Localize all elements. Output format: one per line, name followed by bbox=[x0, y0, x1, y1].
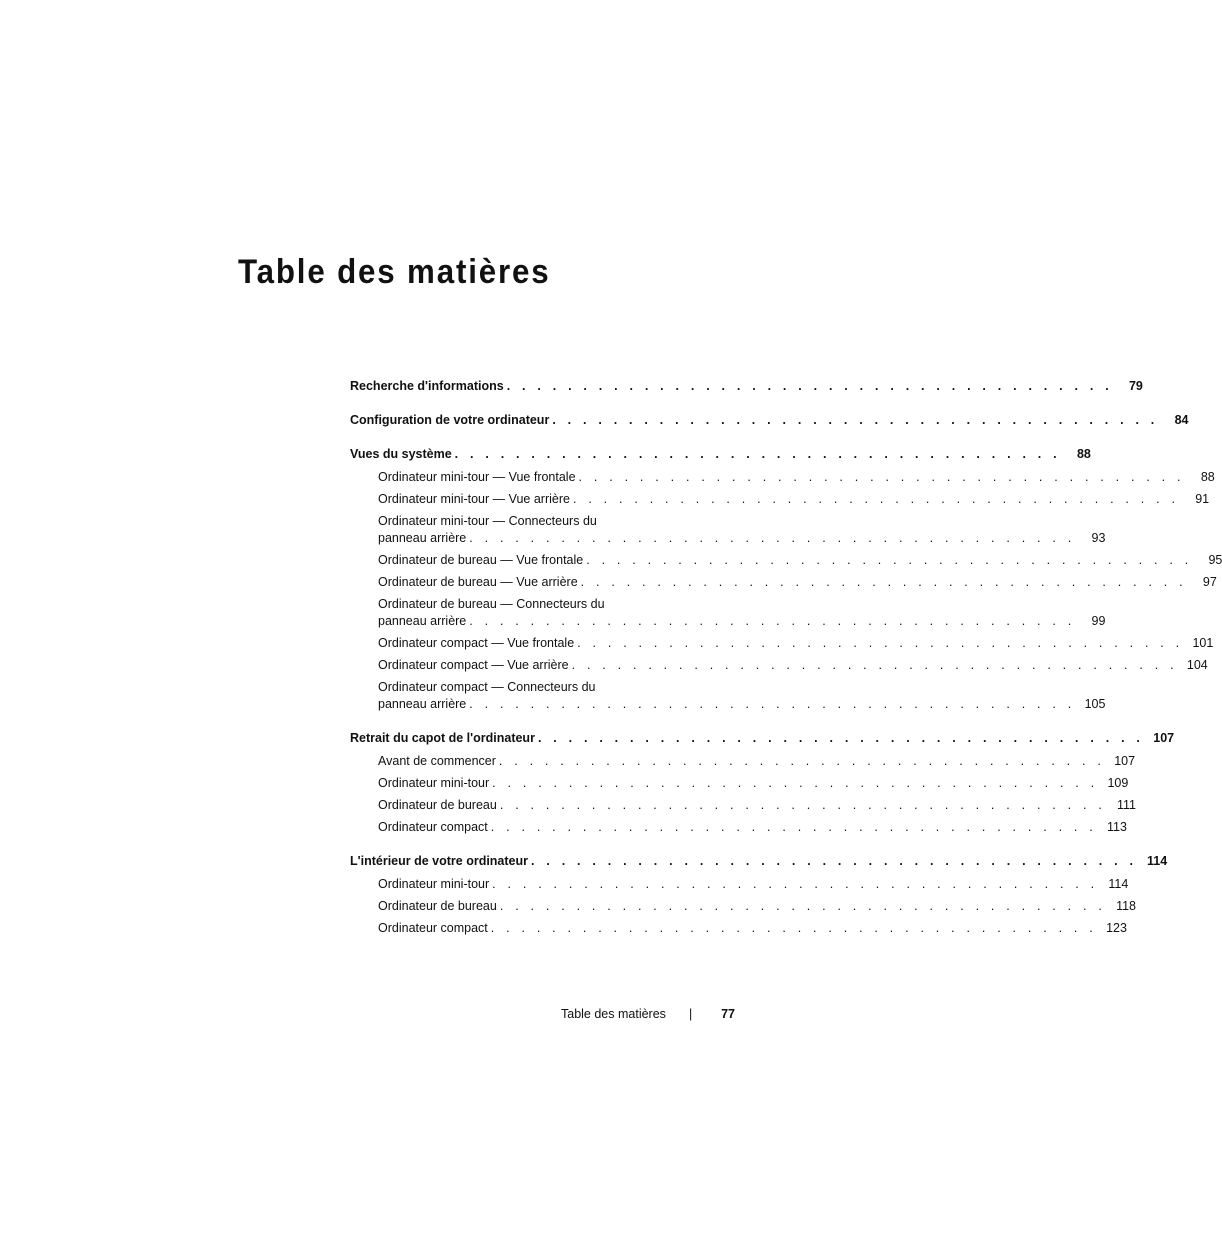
dot-leader: . . . . . . . . . . . . . . . . . . . . . . . . . . . . . . . . . . . . . . . . bbox=[552, 413, 1159, 427]
toc-page-number: 88 bbox=[1200, 470, 1215, 484]
dot-leader: . . . . . . . . . . . . . . . . . . . . . . . . . . . . . . . . . . . . . . . . bbox=[580, 575, 1187, 589]
dot-leader: . . . . . . . . . . . . . . . . . . . . . . . . . . . . . . . . . . . . . . . . bbox=[469, 697, 1076, 711]
dot-leader: . . . . . . . . . . . . . . . . . . . . . . . . . . . . . . . . . . . . . . . . bbox=[571, 658, 1178, 672]
footer-page-number: 77 bbox=[721, 1007, 735, 1021]
toc-entry-title: Ordinateur mini-tour — Connecteurs du bbox=[378, 514, 597, 528]
toc-section-entry[interactable] bbox=[350, 412, 1189, 429]
toc-subsection-entry[interactable] bbox=[350, 753, 1136, 770]
dot-leader: . . . . . . . . . . . . . . . . . . . . . . . . . . . . . . . . . . . . . . . . bbox=[577, 636, 1184, 650]
toc-page-number: 111 bbox=[1117, 798, 1137, 812]
toc-subsection-entry[interactable] bbox=[350, 679, 1106, 713]
toc-entry-title: Ordinateur de bureau bbox=[378, 899, 497, 913]
dot-leader: . . . . . . . . . . . . . . . . . . . . . . . . . . . . . . . . . . . . . . . . bbox=[498, 754, 1106, 768]
toc-entry-title: Ordinateur de bureau — Vue arrière bbox=[378, 575, 578, 589]
toc-subsection-entry[interactable] bbox=[350, 898, 1137, 915]
toc-entry-title: Ordinateur compact — Vue frontale bbox=[378, 636, 575, 650]
toc-page-number: 114 bbox=[1108, 877, 1129, 891]
toc-section-entry[interactable] bbox=[350, 853, 1168, 870]
toc-page-number: 114 bbox=[1147, 854, 1168, 868]
toc-entry-title: Ordinateur de bureau — Vue frontale bbox=[378, 553, 584, 567]
toc-page-number: 123 bbox=[1106, 921, 1127, 935]
toc-page-number: 104 bbox=[1186, 658, 1208, 672]
toc-page-number: 118 bbox=[1116, 899, 1137, 913]
dot-leader: . . . . . . . . . . . . . . . . . . . . . . . . . . . . . . . . . . . . . . . . bbox=[572, 492, 1180, 506]
dot-leader: . . . . . . . . . . . . . . . . . . . . . . . . . . . . . . . . . . . . . . . . bbox=[469, 614, 1076, 628]
footer-section-title: Table des matières bbox=[561, 1007, 666, 1021]
toc-page-number: 97 bbox=[1202, 575, 1217, 589]
toc-entry-title: Ordinateur de bureau bbox=[378, 798, 497, 812]
toc-subsection-entry[interactable] bbox=[350, 876, 1129, 893]
toc-entry-title: Ordinateur compact bbox=[378, 820, 488, 834]
dot-leader: . . . . . . . . . . . . . . . . . . . . . . . . . . . . . . . . . . . . . . . . bbox=[492, 877, 1099, 891]
dot-leader: . . . . . . . . . . . . . . . . . . . . . . . . . . . . . . . . . . . . . . . . bbox=[578, 470, 1185, 484]
toc-entry-title: Vues du système bbox=[350, 447, 452, 461]
toc-page-number: 79 bbox=[1128, 379, 1143, 393]
toc-page-number: 109 bbox=[1107, 776, 1129, 790]
toc-section-entry[interactable] bbox=[350, 446, 1091, 463]
table-of-contents bbox=[350, 378, 1222, 937]
toc-entry-title: Ordinateur mini-tour — Vue arrière bbox=[378, 492, 570, 506]
dot-leader: . . . . . . . . . . . . . . . . . . . . . . . . . . . . . . . . . . . . . . . . bbox=[469, 531, 1076, 545]
toc-entry-title: Ordinateur mini-tour bbox=[378, 877, 490, 891]
toc-entry-title-continued: panneau arrière bbox=[378, 614, 467, 628]
toc-entry-title-continued: panneau arrière bbox=[378, 531, 467, 545]
toc-subsection-entry[interactable] bbox=[350, 491, 1210, 508]
dot-leader: . . . . . . . . . . . . . . . . . . . . . . . . . . . . . . . . . . . . . . . . bbox=[490, 921, 1097, 935]
toc-entry-title: Retrait du capot de l'ordinateur bbox=[350, 731, 535, 745]
dot-leader: . . . . . . . . . . . . . . . . . . . . . . . . . . . . . . . . . . . . . . . . bbox=[586, 553, 1193, 567]
toc-entry-title: Configuration de votre ordinateur bbox=[350, 413, 550, 427]
toc-subsection-entry[interactable] bbox=[350, 513, 1106, 547]
dot-leader: . . . . . . . . . . . . . . . . . . . . . . . . . . . . . . . . . . . . . . . . bbox=[537, 731, 1145, 745]
toc-subsection-entry[interactable] bbox=[350, 920, 1127, 937]
toc-page-number: 105 bbox=[1084, 697, 1106, 711]
toc-page-number: 95 bbox=[1208, 553, 1222, 567]
toc-entry-title: Ordinateur de bureau — Connecteurs du bbox=[378, 597, 605, 611]
toc-section-entry[interactable] bbox=[350, 378, 1143, 395]
toc-page-number: 84 bbox=[1174, 413, 1189, 427]
toc-page-number: 99 bbox=[1091, 614, 1106, 628]
toc-entry-title: Ordinateur compact — Connecteurs du bbox=[378, 680, 596, 694]
toc-subsection-entry[interactable] bbox=[350, 574, 1217, 591]
dot-leader: . . . . . . . . . . . . . . . . . . . . . . . . . . . . . . . . . . . . . . . . bbox=[499, 899, 1107, 913]
page-title: Table des matières bbox=[238, 253, 551, 291]
toc-subsection-entry[interactable] bbox=[350, 657, 1208, 674]
page-footer bbox=[561, 1007, 735, 1021]
toc-subsection-entry[interactable] bbox=[350, 596, 1106, 630]
toc-entry-title-continued: panneau arrière bbox=[378, 697, 467, 711]
toc-subsection-entry[interactable] bbox=[350, 775, 1129, 792]
dot-leader: . . . . . . . . . . . . . . . . . . . . . . . . . . . . . . . . . . . . . . . . bbox=[454, 447, 1061, 461]
toc-entry-title: Ordinateur mini-tour bbox=[378, 776, 490, 790]
toc-entry-title: Ordinateur compact bbox=[378, 921, 488, 935]
dot-leader: . . . . . . . . . . . . . . . . . . . . . . . . . . . . . . . . . . . . . . . . bbox=[492, 776, 1099, 790]
toc-subsection-entry[interactable] bbox=[350, 469, 1215, 486]
toc-entry-title: Ordinateur mini-tour — Vue frontale bbox=[378, 470, 576, 484]
toc-page-number: 107 bbox=[1114, 754, 1136, 768]
toc-subsection-entry[interactable] bbox=[350, 797, 1137, 814]
toc-page-number: 113 bbox=[1107, 820, 1127, 834]
dot-leader: . . . . . . . . . . . . . . . . . . . . . . . . . . . . . . . . . . . . . . . . bbox=[531, 854, 1138, 868]
toc-page-number: 107 bbox=[1153, 731, 1175, 745]
toc-page-number: 91 bbox=[1195, 492, 1210, 506]
toc-page-number: 88 bbox=[1076, 447, 1091, 461]
toc-page-number: 93 bbox=[1091, 531, 1106, 545]
toc-entry-title: Avant de commencer bbox=[378, 754, 496, 768]
footer-separator: | bbox=[689, 1007, 693, 1021]
toc-entry-title: Recherche d'informations bbox=[350, 379, 504, 393]
toc-entry-title: L'intérieur de votre ordinateur bbox=[350, 854, 529, 868]
toc-subsection-entry[interactable] bbox=[350, 819, 1127, 836]
dot-leader: . . . . . . . . . . . . . . . . . . . . . . . . . . . . . . . . . . . . . . . . bbox=[506, 379, 1113, 393]
toc-entry-title: Ordinateur compact — Vue arrière bbox=[378, 658, 569, 672]
dot-leader: . . . . . . . . . . . . . . . . . . . . . . . . . . . . . . . . . . . . . . . . bbox=[490, 820, 1097, 834]
toc-page-number: 101 bbox=[1192, 636, 1214, 650]
toc-section-entry[interactable] bbox=[350, 730, 1175, 747]
toc-subsection-entry[interactable] bbox=[350, 635, 1214, 652]
toc-subsection-entry[interactable] bbox=[350, 552, 1222, 569]
dot-leader: . . . . . . . . . . . . . . . . . . . . . . . . . . . . . . . . . . . . . . . . bbox=[499, 798, 1107, 812]
